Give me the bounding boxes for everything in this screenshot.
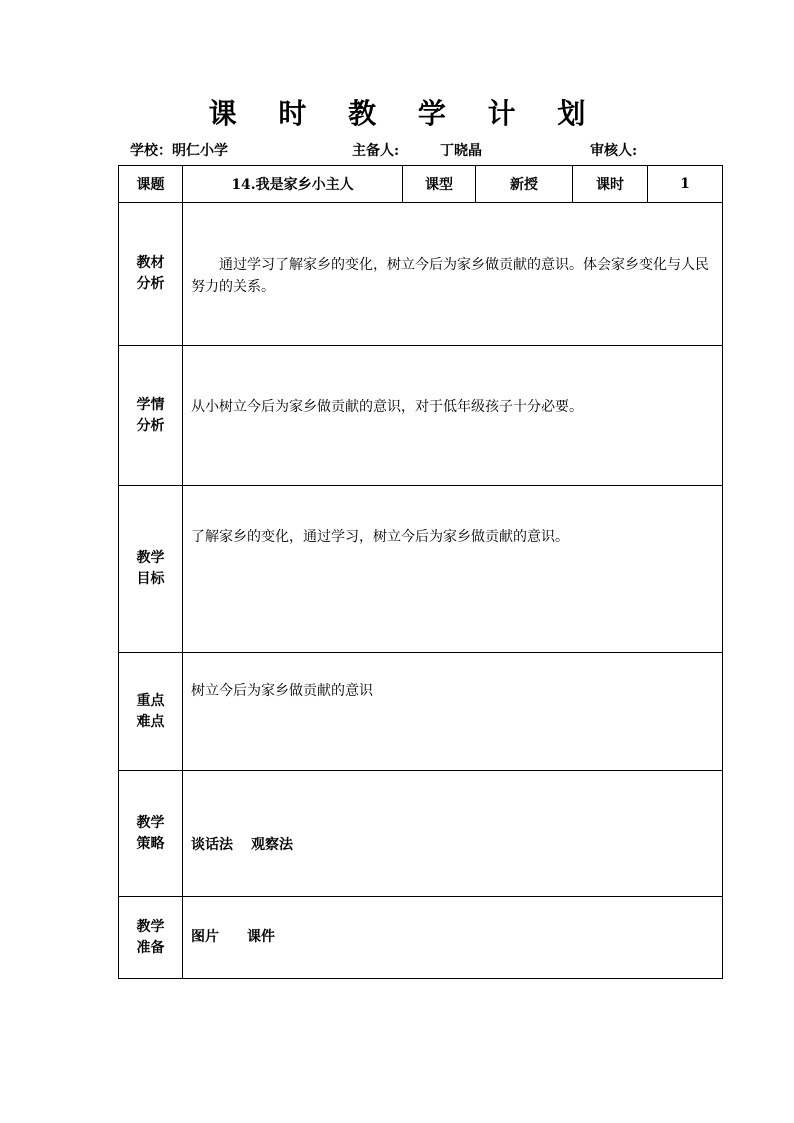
period-label: 课时 xyxy=(573,166,648,203)
strategy-item: 谈话法 xyxy=(191,836,233,853)
section-label-line2: 分析 xyxy=(136,417,165,434)
school-value: 明仁小学 xyxy=(172,143,228,159)
header-row xyxy=(119,166,723,203)
section-label xyxy=(119,203,183,346)
section-label xyxy=(119,897,183,979)
lesson-plan-table xyxy=(118,165,723,979)
section-label-line2: 准备 xyxy=(136,939,165,956)
section-content xyxy=(183,203,723,346)
section-label xyxy=(119,771,183,897)
section-row-teaching-preparation xyxy=(119,897,723,979)
section-label-line2: 分析 xyxy=(136,276,165,292)
section-content xyxy=(183,897,723,979)
section-row-material-analysis xyxy=(119,203,723,346)
section-label-line1: 教学 xyxy=(136,918,165,935)
preparation-item: 图片 xyxy=(191,928,219,945)
section-label-line2: 难点 xyxy=(136,713,165,730)
section-label-line1: 重点 xyxy=(136,692,165,709)
section-content xyxy=(183,771,723,897)
type-label: 课型 xyxy=(403,166,476,203)
school-field xyxy=(130,140,228,160)
teaching-goal-text: 了解家乡的变化，通过学习，树立今后为家乡做贡献的意识。 xyxy=(191,529,569,545)
preparer-label: 主备人: xyxy=(352,143,400,159)
material-analysis-text: 通过学习了解家乡的变化，树立今后为家乡做贡献的意识。体会家乡变化与人民努力的关系。 xyxy=(191,257,709,295)
school-label: 学校： xyxy=(130,143,172,159)
section-label-line1: 教学 xyxy=(136,814,165,831)
strategy-items xyxy=(191,834,716,856)
section-content xyxy=(183,486,723,653)
page-title: 课 时 教 学 计 划 xyxy=(208,97,602,130)
preparation-items xyxy=(191,926,716,948)
topic-value: 14.我是家乡小主人 xyxy=(183,166,403,203)
section-label xyxy=(119,653,183,771)
preparer-value: 丁晓晶 xyxy=(440,143,482,159)
section-label-line2: 策略 xyxy=(136,835,165,852)
key-points-text: 树立今后为家乡做贡献的意识 xyxy=(191,683,373,699)
section-row-teaching-strategy xyxy=(119,771,723,897)
student-analysis-text: 从小树立今后为家乡做贡献的意识，对于低年级孩子十分必要。 xyxy=(191,398,583,415)
section-content xyxy=(183,653,723,771)
section-row-key-points xyxy=(119,653,723,771)
section-label xyxy=(119,486,183,653)
section-label-line1: 教材 xyxy=(136,255,165,271)
section-label xyxy=(119,346,183,486)
section-label-line2: 目标 xyxy=(136,571,165,587)
section-content xyxy=(183,346,723,486)
reviewer-label: 审核人: xyxy=(590,143,638,159)
topic-label: 课题 xyxy=(119,166,183,203)
section-label-line1: 学情 xyxy=(136,396,165,413)
section-row-student-analysis xyxy=(119,346,723,486)
preparation-item: 课件 xyxy=(247,928,275,945)
meta-line xyxy=(0,140,794,162)
strategy-item: 观察法 xyxy=(251,836,293,853)
period-value: 1 xyxy=(648,166,723,203)
section-row-teaching-goal xyxy=(119,486,723,653)
type-value: 新授 xyxy=(476,166,573,203)
section-label-line1: 教学 xyxy=(136,550,165,566)
